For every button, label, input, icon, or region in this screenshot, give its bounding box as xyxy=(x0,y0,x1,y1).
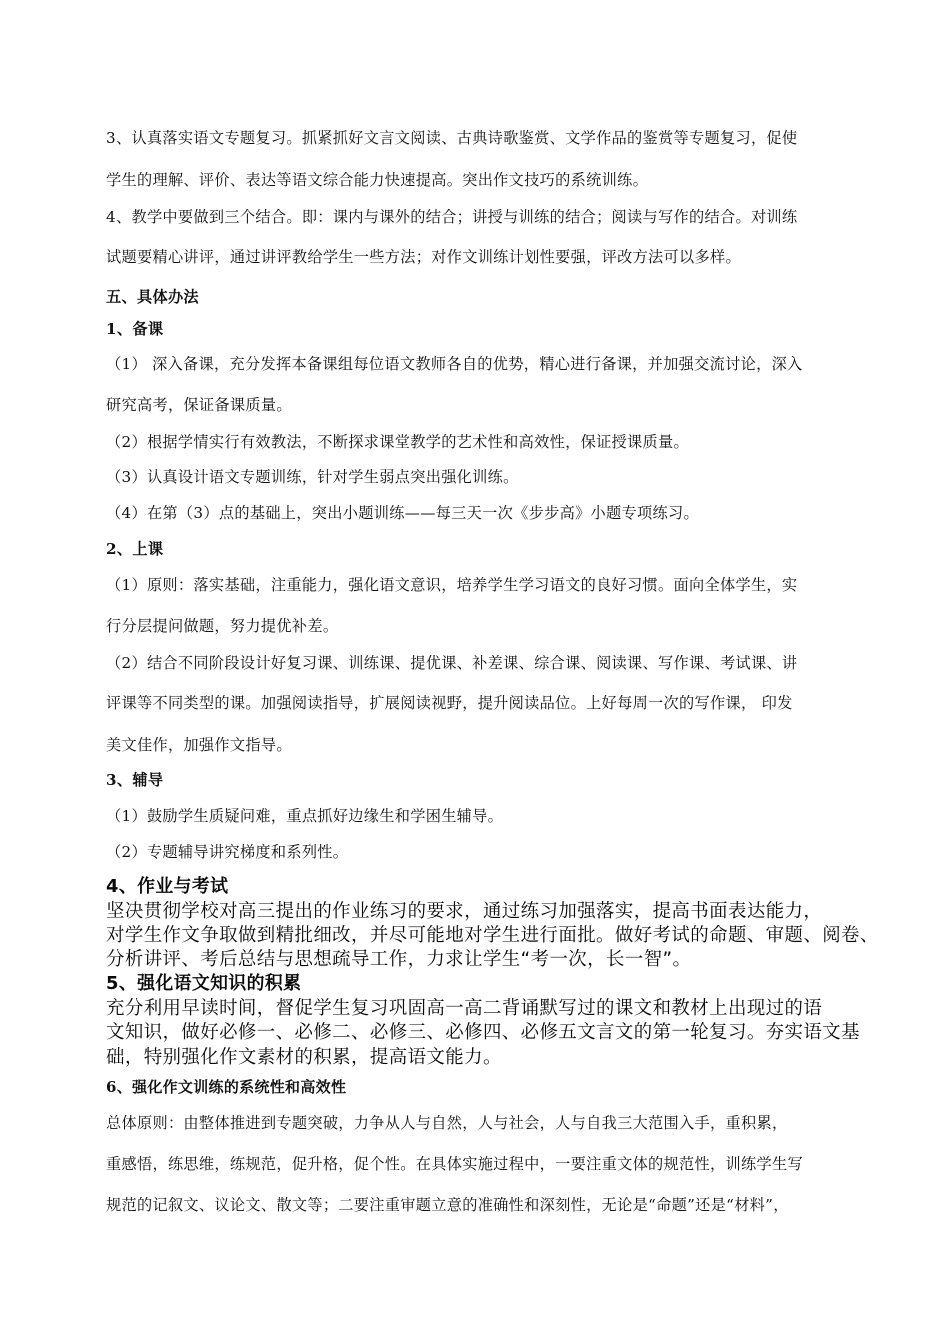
paragraph-4-line-2: 试题要精心讲评，通过讲评教给学生一些方法；对作文训练计划性要强，评改方法可以多样。 xyxy=(106,248,741,266)
heading-writing: 6、强化作文训练的系统性和高效性 xyxy=(106,1078,347,1096)
heading-tutoring: 3、辅导 xyxy=(106,771,164,789)
writing-line-1: 总体原则：由整体推进到专题突破，力争从人与自然，人与社会，人与自我三大范围入手，重积累， xyxy=(106,1114,788,1132)
prep-item-1-line-1: （1） 深入备课，充分发挥本备课组每位语文教师各自的优势，精心进行备课，并加强交流讨论，深入 xyxy=(106,355,803,373)
paragraph-3-line-2: 学生的理解、评价、表达等语文综合能力快速提高。突出作文技巧的系统训练。 xyxy=(106,171,649,189)
knowledge-line-2: 文知识，做好必修一、必修二、必修三、必修四、必修五文言文的第一轮复习。夯实语文基 xyxy=(106,1022,860,1043)
heading-homework-exams: 4、作业与考试 xyxy=(106,876,229,897)
tutor-item-2: （2）专题辅导讲究梯度和系列性。 xyxy=(106,843,349,861)
prep-item-3: （3）认真设计语文专题训练，针对学生弱点突出强化训练。 xyxy=(106,468,519,486)
class-item-2-line-1: （2）结合不同阶段设计好复习课、训练课、提优课、补差课、综合课、阅读课、写作课、考试课、讲 xyxy=(106,654,798,672)
knowledge-line-1: 充分利用早读时间，督促学生复习巩固高一高二背诵默写过的课文和教材上出现过的语 xyxy=(106,998,823,1019)
homework-line-1: 坚决贯彻学校对高三提出的作业练习的要求，通过练习加强落实，提高书面表达能力， xyxy=(106,901,823,922)
paragraph-3-line-1: 3、认真落实语文专题复习。抓紧抓好文言文阅读、古典诗歌鉴赏、文学作品的鉴赏等专题复习，促使 xyxy=(106,129,798,147)
prep-item-4: （4）在第（3）点的基础上，突出小题训练——每三天一次《步步高》小题专项练习。 xyxy=(106,504,699,522)
heading-specific-methods: 五、具体办法 xyxy=(106,288,199,306)
class-item-2-line-3: 美文佳作，加强作文指导。 xyxy=(106,736,292,754)
prep-item-2: （2）根据学情实行有效教法，不断探求课堂教学的艺术性和高效性，保证授课质量。 xyxy=(106,433,689,451)
tutor-item-1: （1）鼓励学生质疑问难，重点抓好边缘生和学困生辅导。 xyxy=(106,807,504,825)
class-item-2-line-2: 评课等不同类型的课。加强阅读指导，扩展阅读视野，提升阅读品位。上好每周一次的写作课， 印发 xyxy=(106,694,793,712)
homework-line-3: 分析讲评、考后总结与思想疏导工作，力求让学生“考一次，长一智”。 xyxy=(106,949,692,970)
heading-class: 2、上课 xyxy=(106,540,164,558)
class-item-1-line-1: （1）原则：落实基础，注重能力，强化语文意识，培养学生学习语文的良好习惯。面向全体学生，实 xyxy=(106,576,798,594)
writing-line-3: 规范的记叙文、议论文、散文等；二要注重审题立意的准确性和深刻性，无论是“命题”还是“材料”， xyxy=(106,1196,789,1214)
writing-line-2: 重感悟，练思维，练规范，促升格，促个性。在具体实施过程中，一要注重文体的规范性，训练学生写 xyxy=(106,1155,803,1173)
class-item-1-line-2: 行分层提问做题，努力提优补差。 xyxy=(106,617,339,635)
paragraph-4-line-1: 4、教学中要做到三个结合。即：课内与课外的结合；讲授与训练的结合；阅读与写作的结合。对训练 xyxy=(106,208,798,226)
homework-line-2: 对学生作文争取做到精批细改，并尽可能地对学生进行面批。做好考试的命题、审题、阅卷、 xyxy=(106,925,879,946)
heading-lesson-prep: 1、备课 xyxy=(106,320,164,338)
heading-knowledge: 5、强化语文知识的积累 xyxy=(106,973,302,994)
knowledge-line-3: 础，特别强化作文素材的积累，提高语文能力。 xyxy=(106,1047,502,1068)
prep-item-1-line-2: 研究高考，保证备课质量。 xyxy=(106,396,292,414)
